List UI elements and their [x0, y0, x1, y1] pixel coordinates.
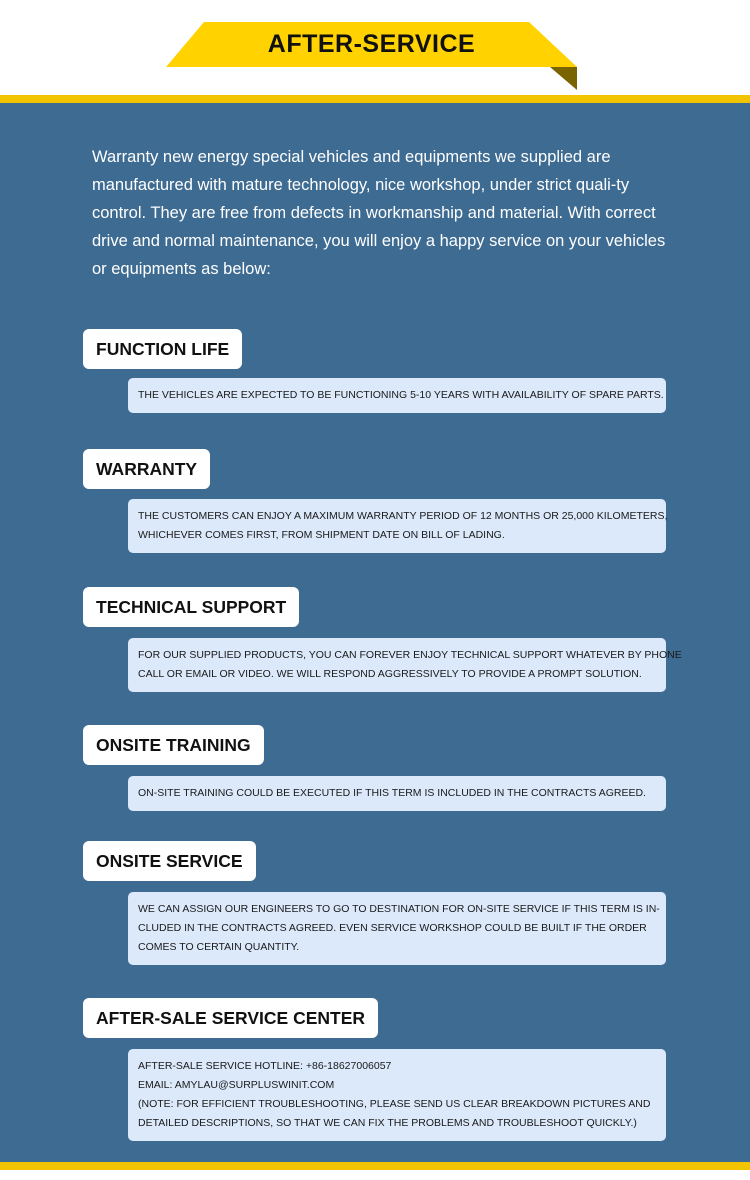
section-box-technical-support — [128, 638, 682, 692]
hotline-text: AFTER-SALE SERVICE HOTLINE: +86-18627006057 — [138, 1060, 392, 1072]
section-text-line: CLUDED IN THE CONTRACTS AGREED. EVEN SERVICE WORKSHOP COULD BE BUILT IF THE ORDER — [138, 922, 647, 934]
section-box-onsite-service — [128, 892, 666, 965]
intro-paragraph: Warranty new energy special vehicles and equipments we supplied are manufactured with mature technology, nice workshop, under strict quali-ty control. They are free from defects in workmanship and material. With correct drive and normal maintenance, you will enjoy a happy service on your vehicles or equipments as below: — [92, 148, 666, 278]
section-label-technical-support: TECHNICAL SUPPORT — [83, 587, 299, 627]
section-label-warranty: WARRANTY — [83, 449, 210, 489]
section-box-function-life — [128, 378, 666, 413]
section-text-line: WE CAN ASSIGN OUR ENGINEERS TO GO TO DESTINATION FOR ON-SITE SERVICE IF THIS TERM IS IN- — [138, 903, 660, 915]
bottom-margin — [0, 1170, 750, 1180]
email-text: EMAIL: AMYLAU@SURPLUSWINIT.COM — [138, 1079, 335, 1091]
title-banner — [166, 22, 577, 67]
section-label-onsite-training: ONSITE TRAINING — [83, 725, 264, 765]
section-label-function-life: FUNCTION LIFE — [83, 329, 242, 369]
section-text-line: WHICHEVER COMES FIRST, FROM SHIPMENT DATE ON BILL OF LADING. — [138, 529, 505, 541]
section-text-line: DETAILED DESCRIPTIONS, SO THAT WE CAN FIX THE PROBLEMS AND TROUBLESHOOT QUICKLY.) — [138, 1117, 637, 1129]
banner-fold-shape — [550, 67, 578, 91]
page-title: AFTER-SERVICE — [267, 30, 476, 58]
section-text-line: COMES TO CERTAIN QUANTITY. — [138, 941, 300, 953]
section-text-line: THE VEHICLES ARE EXPECTED TO BE FUNCTIONING 5-10 YEARS WITH AVAILABILITY OF SPARE PARTS. — [138, 389, 664, 401]
section-text-line: CALL OR EMAIL OR VIDEO. WE WILL RESPOND AGGRESSIVELY TO PROVIDE A PROMPT SOLUTION. — [138, 668, 642, 680]
top-accent-bar — [0, 95, 750, 103]
section-box-after-sale-service-center — [128, 1049, 666, 1141]
section-text-line: ON-SITE TRAINING COULD BE EXECUTED IF THIS TERM IS INCLUDED IN THE CONTRACTS AGREED. — [138, 787, 646, 799]
section-text-line: FOR OUR SUPPLIED PRODUCTS, YOU CAN FOREVER ENJOY TECHNICAL SUPPORT WHATEVER BY PHONE — [138, 649, 682, 661]
header-area — [0, 0, 750, 95]
section-box-onsite-training — [128, 776, 666, 811]
bottom-accent-bar — [0, 1162, 750, 1170]
section-text-line: THE CUSTOMERS CAN ENJOY A MAXIMUM WARRANTY PERIOD OF 12 MONTHS OR 25,000 KILOMETERS, — [138, 510, 668, 522]
section-label-after-sale-service-center: AFTER-SALE SERVICE CENTER — [83, 998, 378, 1038]
section-text-line: (NOTE: FOR EFFICIENT TROUBLESHOOTING, PLEASE SEND US CLEAR BREAKDOWN PICTURES AND — [138, 1098, 651, 1110]
section-box-warranty — [128, 499, 666, 553]
section-label-onsite-service: ONSITE SERVICE — [83, 841, 256, 881]
